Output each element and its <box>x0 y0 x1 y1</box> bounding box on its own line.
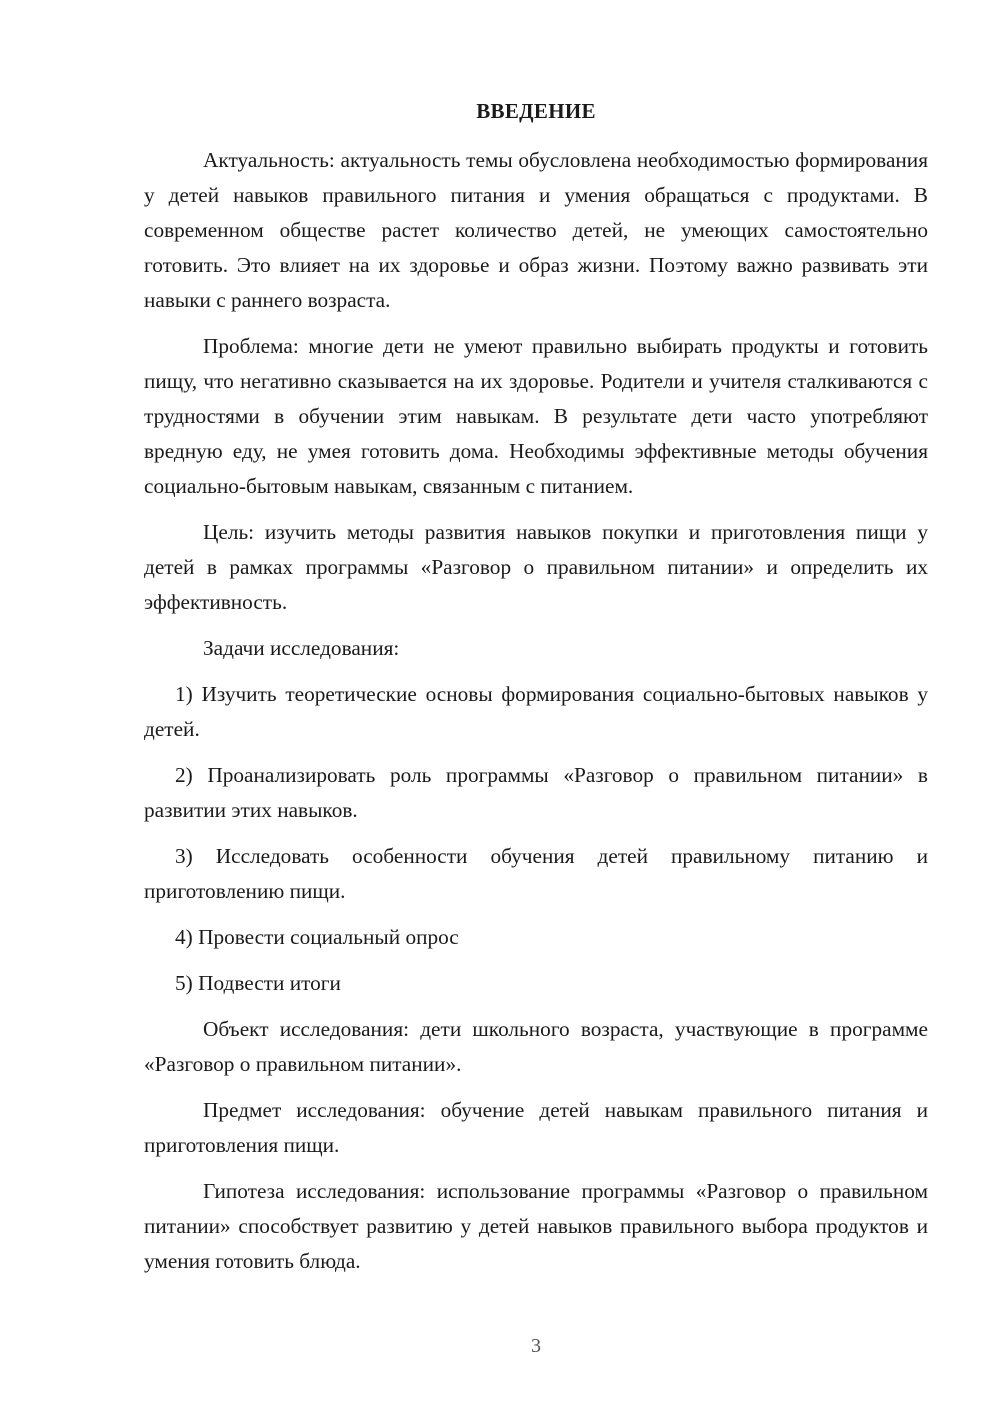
tasks-heading: Задачи исследования: <box>203 636 400 660</box>
section-heading: ВВЕДЕНИЕ <box>476 99 596 123</box>
relevance-paragraph: Актуальность: актуальность темы обусловлена необходимостью формирования у детей навыков правильного питания и умения обращаться с продуктами. В современном обществе растет количество детей, не умеющих самостоятельно готовить. Это влияет на их здоровье и образ жизни. Поэтому важно развивать эти навыки с раннего возраста. <box>144 148 928 312</box>
object-paragraph: Объект исследования: дети школьного возраста, участвующие в программе «Разговор о правильном питании». <box>144 1017 928 1076</box>
task-item-3: 3) Исследовать особенности обучения детей правильному питанию и приготовлению пищи. <box>144 844 928 903</box>
body-text <box>144 143 928 1279</box>
page-number: 3 <box>531 1335 541 1357</box>
subject-paragraph: Предмет исследования: обучение детей навыкам правильного питания и приготовления пищи. <box>144 1098 928 1157</box>
task-item-5: 5) Подвести итоги <box>175 971 341 995</box>
task-item-2: 2) Проанализировать роль программы «Разговор о правильном питании» в развитии этих навыков. <box>144 763 928 822</box>
problem-paragraph: Проблема: многие дети не умеют правильно выбирать продукты и готовить пищу, что негативно сказывается на их здоровье. Родители и учителя сталкиваются с трудностями в обучении этим навыкам. В результате дети часто употребляют вредную еду, не умея готовить дома. Необходимы эффективные методы обучения социально-бытовым навыкам, связанным с питанием. <box>144 334 928 498</box>
hypothesis-paragraph: Гипотеза исследования: использование программы «Разговор о правильном питании» способствует развитию у детей навыков правильного выбора продуктов и умения готовить блюда. <box>144 1179 928 1273</box>
task-item-1: 1) Изучить теоретические основы формирования социально-бытовых навыков у детей. <box>144 682 928 741</box>
task-item-4: 4) Провести социальный опрос <box>175 925 459 949</box>
goal-paragraph: Цель: изучить методы развития навыков покупки и приготовления пищи у детей в рамках программы «Разговор о правильном питании» и определить их эффективность. <box>144 520 928 614</box>
